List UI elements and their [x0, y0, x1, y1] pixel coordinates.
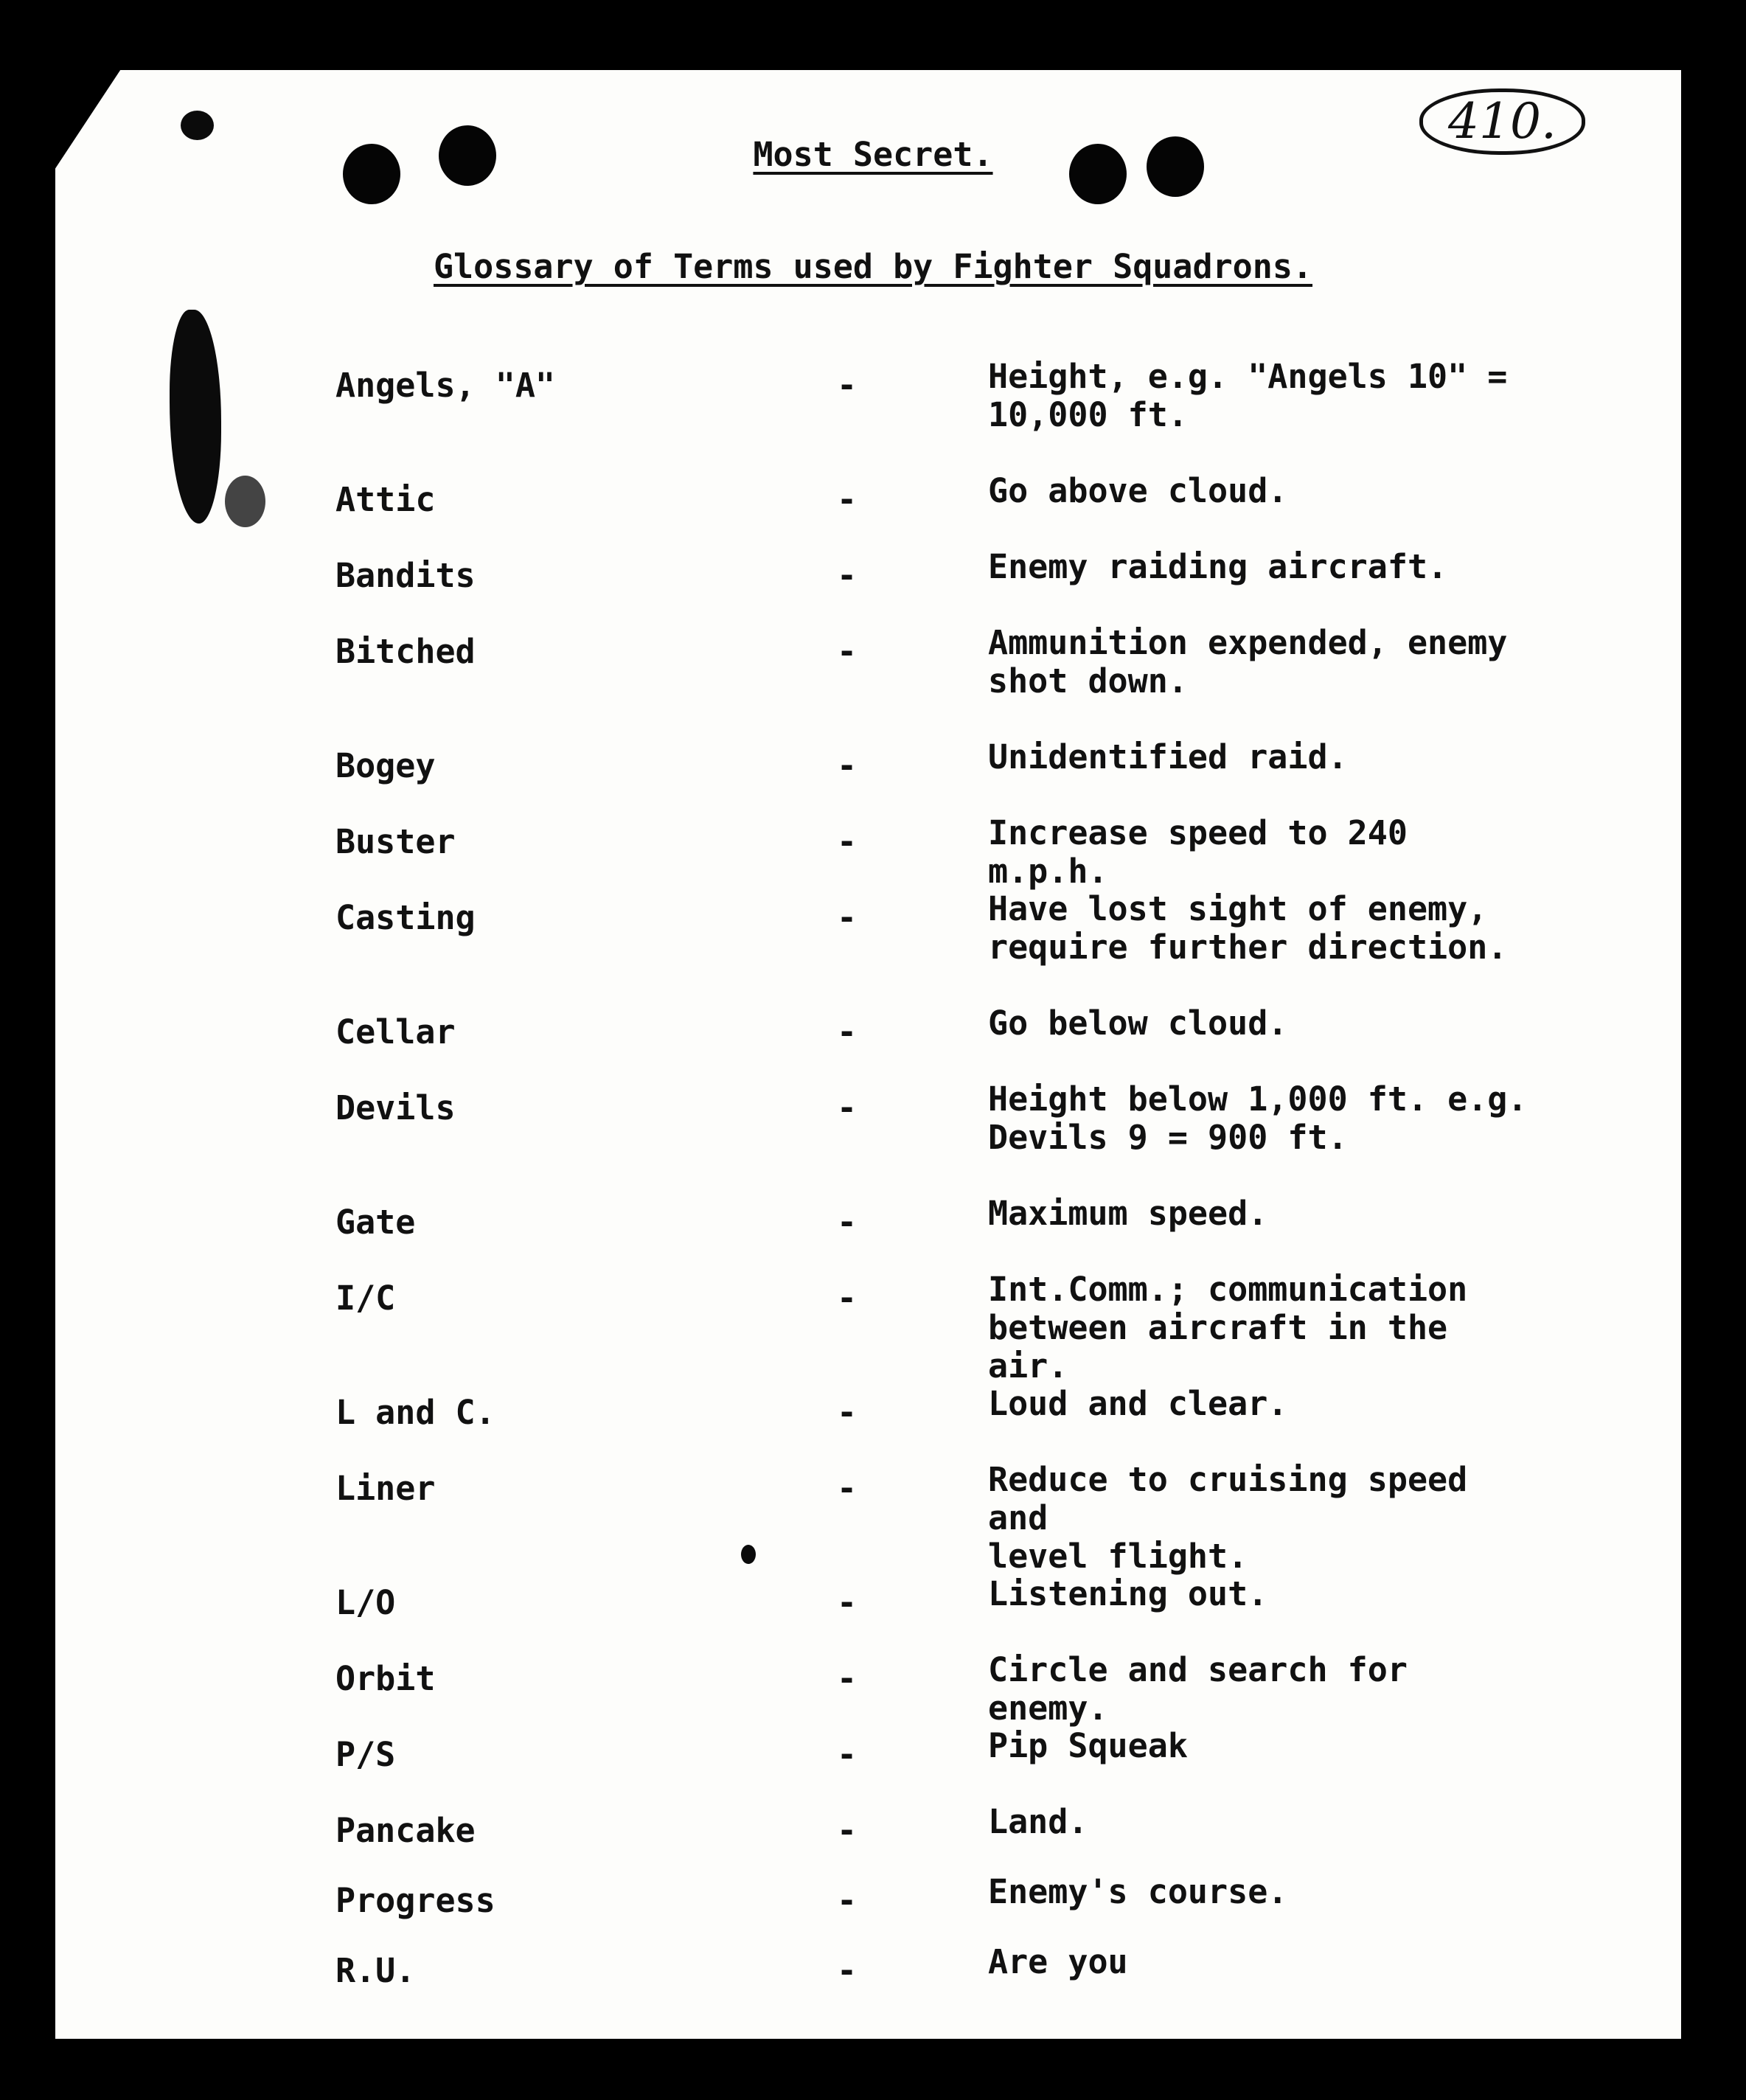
glossary-definition: Are you: [988, 1942, 1128, 1981]
glossary-entry: [335, 1004, 1545, 1080]
glossary-definition: Reduce to cruising speed and level flight.: [988, 1460, 1468, 1576]
ink-stain: [225, 476, 265, 527]
glossary-definition: Land.: [988, 1802, 1088, 1841]
glossary-dash: -: [837, 1088, 858, 1127]
glossary-dash: -: [837, 366, 858, 405]
glossary-term: Buster: [335, 822, 456, 861]
glossary-definition: Loud and clear.: [988, 1384, 1288, 1423]
glossary-entry: [335, 1873, 1545, 1943]
glossary-entry: [335, 890, 1545, 1004]
glossary-dash: -: [837, 1659, 858, 1698]
glossary-dash: -: [837, 556, 858, 595]
glossary-definition: Go above cloud.: [988, 471, 1288, 510]
glossary-term: Orbit: [335, 1659, 436, 1698]
glossary-definition: Have lost sight of enemy, require further direction.: [988, 889, 1508, 967]
glossary-entry: [335, 472, 1545, 548]
glossary-definition: Enemy raiding aircraft.: [988, 547, 1448, 586]
glossary-term: Progress: [335, 1881, 495, 1920]
glossary-term: L and C.: [335, 1393, 495, 1432]
glossary-definition: Ammunition expended, enemy shot down.: [988, 623, 1508, 700]
glossary-dash: -: [837, 1469, 858, 1508]
glossary-term: Attic: [335, 480, 436, 519]
classification-heading: Most Secret.: [753, 135, 993, 174]
glossary-entry: [335, 738, 1545, 814]
glossary-definition: Go below cloud.: [988, 1004, 1288, 1043]
glossary-dash: -: [837, 1881, 858, 1920]
glossary-entry: [335, 1461, 1545, 1575]
glossary-dash: -: [837, 1811, 858, 1850]
glossary-definition: Maximum speed.: [988, 1194, 1268, 1233]
glossary-entry: [335, 1080, 1545, 1195]
glossary-definition: Pip Squeak: [988, 1726, 1188, 1765]
glossary-dash: -: [837, 480, 858, 519]
glossary-entry: [335, 358, 1545, 472]
glossary-dash: -: [837, 822, 858, 861]
glossary-definition: Int.Comm.; communication between aircraft in the air.: [988, 1270, 1468, 1385]
document-title: Glossary of Terms used by Fighter Squadrons.: [433, 247, 1313, 286]
glossary-dash: -: [837, 1203, 858, 1242]
glossary-term: Angels, "A": [335, 366, 556, 405]
glossary-term: P/S: [335, 1735, 396, 1774]
glossary-entry: [335, 1385, 1545, 1461]
glossary-term: Gate: [335, 1203, 416, 1242]
glossary-term: Liner: [335, 1469, 436, 1508]
glossary-definition: Increase speed to 240 m.p.h.: [988, 813, 1408, 891]
glossary-entry: [335, 1651, 1545, 1727]
glossary-dash: -: [837, 746, 858, 785]
glossary-term: Casting: [335, 898, 476, 937]
glossary-definition: Listening out.: [988, 1574, 1268, 1613]
glossary-entry: [335, 1727, 1545, 1803]
glossary-dash: -: [837, 632, 858, 671]
glossary-term: I/C: [335, 1279, 396, 1318]
glossary-dash: -: [837, 1583, 858, 1622]
glossary-dash: -: [837, 1279, 858, 1318]
glossary-term: L/O: [335, 1583, 396, 1622]
glossary-entry: [335, 814, 1545, 890]
glossary-definition: Height, e.g. "Angels 10" = 10,000 ft.: [988, 357, 1508, 434]
glossary-definition: Enemy's course.: [988, 1872, 1288, 1911]
glossary-entry: [335, 1803, 1545, 1873]
glossary-term: Devils: [335, 1088, 456, 1127]
glossary-entry: [335, 1195, 1545, 1270]
glossary-dash: -: [837, 898, 858, 937]
glossary-dash: -: [837, 1012, 858, 1051]
glossary-entry: [335, 1270, 1545, 1385]
glossary-definition: Unidentified raid.: [988, 737, 1348, 776]
glossary-entry: [335, 548, 1545, 624]
glossary-definition: Circle and search for enemy.: [988, 1650, 1408, 1728]
glossary-term: Bogey: [335, 746, 436, 785]
glossary-list: [335, 358, 1545, 2013]
glossary-dash: -: [837, 1951, 858, 1990]
glossary-definition: Height below 1,000 ft. e.g. Devils 9 = 900 ft.: [988, 1079, 1528, 1157]
glossary-term: Pancake: [335, 1811, 476, 1850]
glossary-entry: [335, 1943, 1545, 2013]
glossary-entry: [335, 624, 1545, 738]
glossary-dash: -: [837, 1735, 858, 1774]
glossary-dash: -: [837, 1393, 858, 1432]
page-number: 410.: [1419, 88, 1585, 155]
glossary-term: Bandits: [335, 556, 476, 595]
glossary-entry: [335, 1575, 1545, 1651]
glossary-term: R.U.: [335, 1951, 416, 1990]
glossary-term: Bitched: [335, 632, 476, 671]
glossary-term: Cellar: [335, 1012, 456, 1051]
